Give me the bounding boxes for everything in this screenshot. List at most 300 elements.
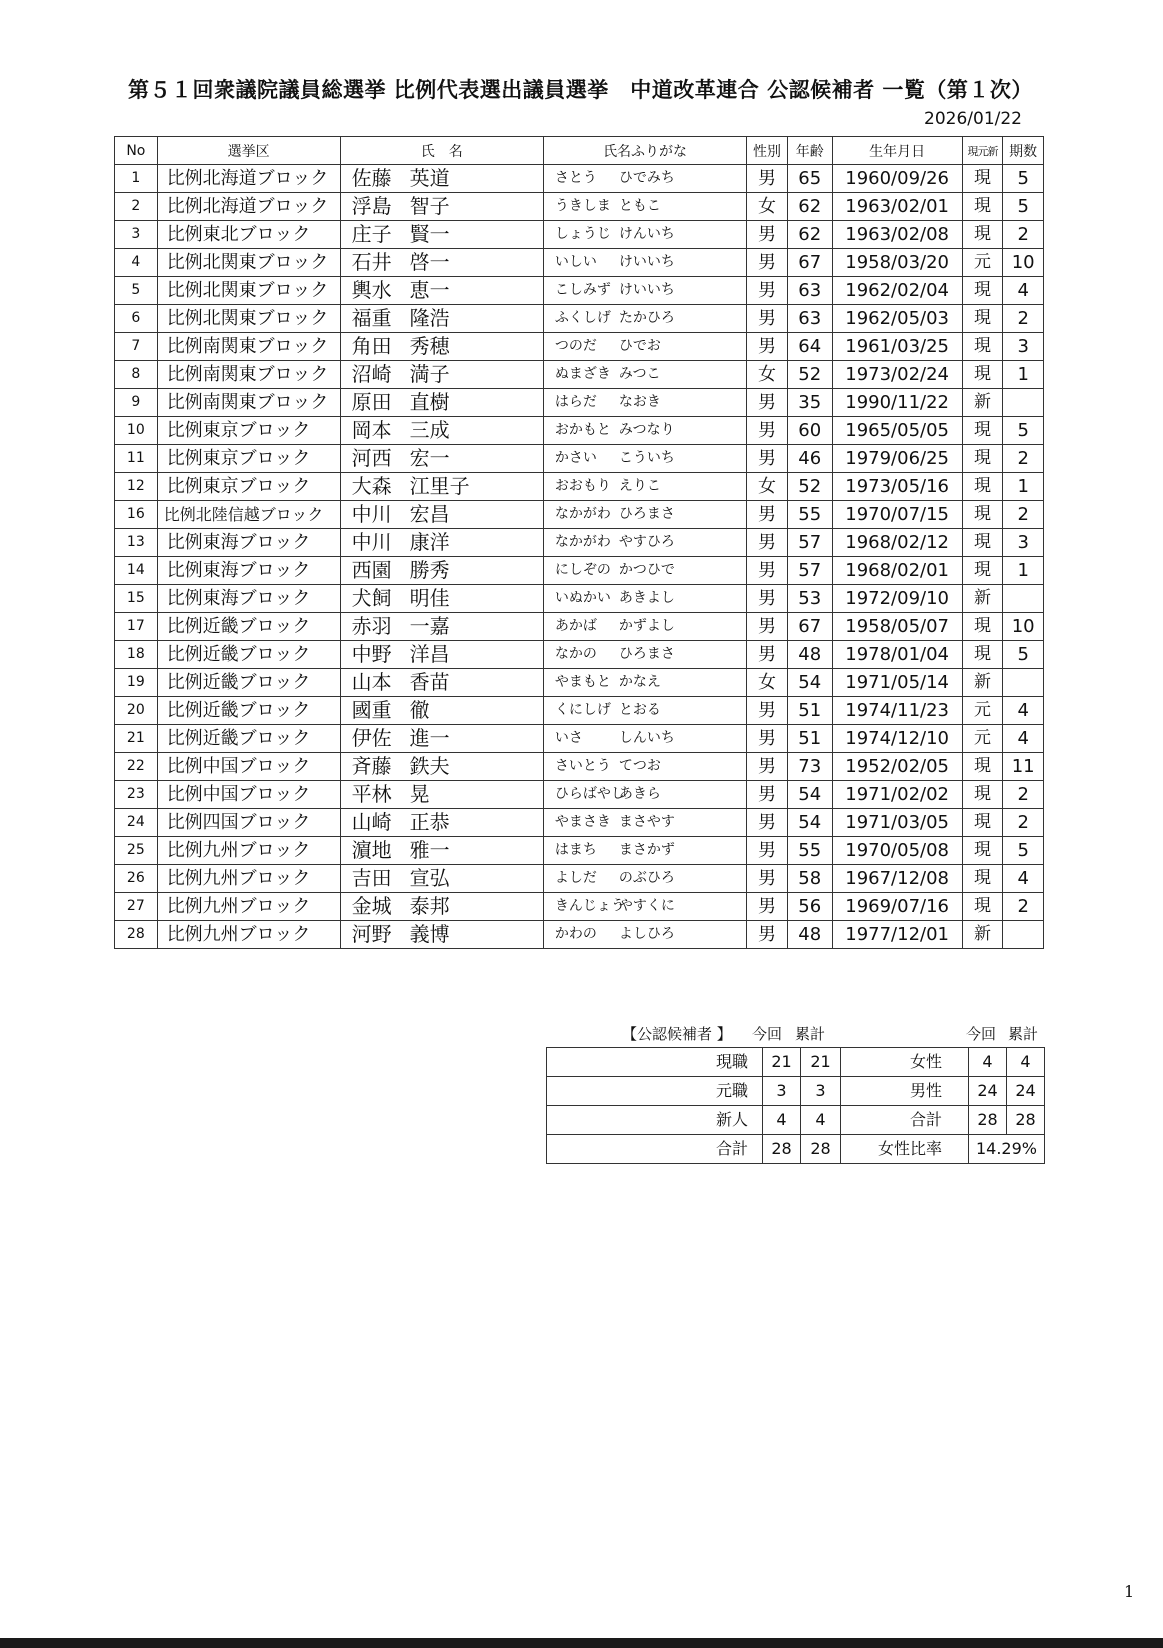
cell-sex: 男: [747, 165, 788, 193]
cell-terms: 2: [1003, 893, 1044, 921]
cell-terms: 2: [1003, 445, 1044, 473]
cell-given-name: 鉄夫: [409, 754, 450, 778]
cell-no: 17: [115, 613, 158, 641]
cell-kana: [543, 753, 746, 781]
cell-name: [340, 389, 543, 417]
summary-this-2: 24: [969, 1077, 1007, 1106]
cell-no: 7: [115, 333, 158, 361]
cell-kana-surname: ひらばやし: [554, 786, 625, 802]
cell-name: [340, 669, 543, 697]
cell-given-name: 三成: [409, 418, 450, 442]
cell-kana-given: けいいち: [618, 254, 675, 270]
cell-kana-surname: やまさき: [554, 814, 611, 830]
cell-kana-given: あきよし: [618, 590, 675, 606]
cell-birthdate: 1978/01/04: [832, 641, 962, 669]
table-row: [115, 193, 1044, 221]
cell-name: [340, 893, 543, 921]
table-row: [115, 221, 1044, 249]
cell-given-name: 正恭: [409, 810, 450, 834]
cell-name: [340, 305, 543, 333]
summary-this: 3: [763, 1077, 801, 1106]
cell-birthdate: 1958/03/20: [832, 249, 962, 277]
summary-label-2: 女性比率: [841, 1135, 969, 1164]
cell-kana-given: ひろまさ: [618, 646, 675, 662]
cell-birthdate: 1962/05/03: [832, 305, 962, 333]
cell-age: 48: [787, 921, 832, 949]
cell-given-name: 泰邦: [409, 894, 450, 918]
cell-status: 現: [962, 781, 1003, 809]
summary-table: [546, 1047, 1045, 1164]
cell-kana-given: かつひで: [618, 562, 675, 578]
cell-birthdate: 1961/03/25: [832, 333, 962, 361]
cell-kana: [543, 361, 746, 389]
cell-age: 51: [787, 697, 832, 725]
table-row: [115, 361, 1044, 389]
cell-surname: 輿水: [351, 278, 392, 302]
summary-row: [547, 1135, 1045, 1164]
cell-kana-surname: いしい: [554, 254, 597, 270]
cell-terms: 4: [1003, 865, 1044, 893]
summary-row: [547, 1106, 1045, 1135]
cell-no: 28: [115, 921, 158, 949]
cell-no: 25: [115, 837, 158, 865]
cell-surname: 西園: [351, 558, 392, 582]
cell-age: 56: [787, 893, 832, 921]
cell-district: 比例近畿ブロック: [157, 725, 340, 753]
cell-kana-surname: おかもと: [554, 422, 611, 438]
cell-status: 現: [962, 221, 1003, 249]
summary-total: 4: [801, 1106, 841, 1135]
cell-kana-given: やすひろ: [618, 534, 675, 550]
cell-surname: 伊佐: [351, 726, 392, 750]
cell-surname: 浮島: [351, 194, 392, 218]
cell-kana-given: まさやす: [618, 814, 675, 830]
cell-kana-surname: はらだ: [554, 394, 597, 410]
cell-surname: 赤羽: [351, 614, 392, 638]
cell-kana: [543, 697, 746, 725]
cell-kana: [543, 165, 746, 193]
page-number: 1: [1124, 1582, 1135, 1601]
cell-terms: 1: [1003, 361, 1044, 389]
cell-sex: 男: [747, 333, 788, 361]
cell-district: 比例東京ブロック: [157, 445, 340, 473]
cell-kana-surname: やまもと: [554, 674, 611, 690]
cell-district: 比例北関東ブロック: [157, 277, 340, 305]
summary-total: 21: [801, 1048, 841, 1077]
cell-no: 11: [115, 445, 158, 473]
cell-sex: 男: [747, 389, 788, 417]
cell-birthdate: 1972/09/10: [832, 585, 962, 613]
cell-sex: 男: [747, 417, 788, 445]
cell-sex: 男: [747, 781, 788, 809]
summary-header-this: 今回: [752, 1025, 783, 1043]
cell-age: 62: [787, 221, 832, 249]
cell-kana-surname: いさ: [554, 730, 583, 746]
cell-given-name: 江里子: [409, 474, 470, 498]
cell-sex: 男: [747, 445, 788, 473]
cell-sex: 男: [747, 921, 788, 949]
cell-birthdate: 1973/02/24: [832, 361, 962, 389]
cell-sex: 男: [747, 501, 788, 529]
cell-no: 15: [115, 585, 158, 613]
table-row: [115, 697, 1044, 725]
cell-surname: 石井: [351, 250, 392, 274]
cell-kana-surname: つのだ: [554, 338, 597, 354]
cell-given-name: 啓一: [409, 250, 450, 274]
cell-status: 現: [962, 837, 1003, 865]
cell-no: 9: [115, 389, 158, 417]
cell-name: [340, 753, 543, 781]
cell-district: 比例東海ブロック: [157, 529, 340, 557]
cell-terms: 2: [1003, 501, 1044, 529]
document-title: 第５１回衆議院議員総選挙 比例代表選出議員選挙 中道改革連合 公認候補者 一覧（第１次）: [128, 78, 1033, 102]
cell-terms: 5: [1003, 417, 1044, 445]
cell-age: 60: [787, 417, 832, 445]
cell-terms: [1003, 921, 1044, 949]
cell-kana: [543, 725, 746, 753]
cell-district: 比例四国ブロック: [157, 809, 340, 837]
cell-given-name: 恵一: [409, 278, 450, 302]
cell-age: 51: [787, 725, 832, 753]
cell-kana-given: ひでお: [618, 338, 661, 354]
cell-name: [340, 529, 543, 557]
cell-kana-given: みつなり: [618, 422, 675, 438]
table-row: [115, 641, 1044, 669]
summary-label-2: 女性: [841, 1048, 969, 1077]
summary-total-2: 28: [1007, 1106, 1045, 1135]
cell-birthdate: 1973/05/16: [832, 473, 962, 501]
scan-edge: [0, 1638, 1163, 1648]
cell-given-name: 賢一: [409, 222, 450, 246]
header-sex: 性別: [747, 137, 788, 165]
cell-kana: [543, 641, 746, 669]
cell-birthdate: 1963/02/08: [832, 221, 962, 249]
cell-kana: [543, 221, 746, 249]
cell-status: 現: [962, 753, 1003, 781]
cell-district: 比例近畿ブロック: [157, 669, 340, 697]
cell-name: [340, 165, 543, 193]
cell-age: 67: [787, 249, 832, 277]
cell-no: 14: [115, 557, 158, 585]
cell-status: 現: [962, 865, 1003, 893]
table-row: [115, 389, 1044, 417]
cell-status: 現: [962, 613, 1003, 641]
cell-kana-given: かなえ: [618, 674, 661, 690]
cell-district: 比例九州ブロック: [157, 865, 340, 893]
cell-status: 現: [962, 333, 1003, 361]
cell-no: 21: [115, 725, 158, 753]
cell-age: 64: [787, 333, 832, 361]
header-district: 選挙区: [157, 137, 340, 165]
cell-kana: [543, 473, 746, 501]
cell-name: [340, 249, 543, 277]
cell-district: 比例北海道ブロック: [157, 193, 340, 221]
cell-district: 比例南関東ブロック: [157, 333, 340, 361]
cell-terms: 11: [1003, 753, 1044, 781]
summary-header-total-2: 累計: [1008, 1025, 1039, 1043]
cell-district: 比例近畿ブロック: [157, 613, 340, 641]
cell-surname: 中川: [351, 502, 392, 526]
cell-district: 比例東北ブロック: [157, 221, 340, 249]
cell-kana: [543, 417, 746, 445]
cell-kana-given: かずよし: [618, 618, 675, 634]
cell-no: 24: [115, 809, 158, 837]
cell-terms: 2: [1003, 221, 1044, 249]
table-row: [115, 165, 1044, 193]
cell-given-name: 英道: [409, 166, 450, 190]
cell-status: 新: [962, 389, 1003, 417]
cell-name: [340, 333, 543, 361]
cell-surname: 河西: [351, 446, 392, 470]
cell-birthdate: 1952/02/05: [832, 753, 962, 781]
table-row: [115, 417, 1044, 445]
cell-kana-given: まさかず: [618, 842, 675, 858]
cell-sex: 男: [747, 277, 788, 305]
cell-kana: [543, 781, 746, 809]
cell-name: [340, 277, 543, 305]
cell-given-name: 洋昌: [409, 642, 450, 666]
cell-name: [340, 781, 543, 809]
cell-name: [340, 361, 543, 389]
header-no: No: [115, 137, 158, 165]
cell-no: 8: [115, 361, 158, 389]
cell-kana: [543, 445, 746, 473]
cell-no: 3: [115, 221, 158, 249]
cell-birthdate: 1971/02/02: [832, 781, 962, 809]
cell-no: 1: [115, 165, 158, 193]
cell-sex: 男: [747, 837, 788, 865]
cell-name: [340, 501, 543, 529]
cell-district: 比例九州ブロック: [157, 893, 340, 921]
cell-birthdate: 1969/07/16: [832, 893, 962, 921]
cell-surname: 佐藤: [351, 166, 392, 190]
cell-sex: 男: [747, 613, 788, 641]
cell-kana: [543, 837, 746, 865]
cell-status: 元: [962, 249, 1003, 277]
cell-no: 18: [115, 641, 158, 669]
cell-sex: 女: [747, 473, 788, 501]
cell-given-name: 宣弘: [409, 866, 450, 890]
cell-age: 57: [787, 529, 832, 557]
cell-kana-surname: かわの: [554, 926, 597, 942]
cell-name: [340, 641, 543, 669]
cell-age: 55: [787, 837, 832, 865]
table-row: [115, 809, 1044, 837]
cell-surname: 沼崎: [351, 362, 392, 386]
cell-given-name: 一嘉: [409, 614, 450, 638]
summary-row: [547, 1077, 1045, 1106]
cell-terms: 5: [1003, 641, 1044, 669]
cell-status: 新: [962, 669, 1003, 697]
cell-given-name: 明佳: [409, 586, 450, 610]
cell-given-name: 康洋: [409, 530, 450, 554]
cell-terms: 4: [1003, 725, 1044, 753]
cell-kana-given: とおる: [618, 702, 661, 718]
cell-kana: [543, 333, 746, 361]
cell-status: 現: [962, 361, 1003, 389]
summary-label: 新人: [547, 1106, 763, 1135]
cell-kana-given: けいいち: [618, 282, 675, 298]
cell-kana-given: てつお: [618, 758, 661, 774]
cell-district: 比例九州ブロック: [157, 921, 340, 949]
cell-kana-surname: ふくしげ: [554, 310, 611, 326]
header-status: 現元新: [962, 137, 1003, 165]
cell-terms: [1003, 669, 1044, 697]
cell-kana-surname: いぬかい: [554, 590, 611, 606]
cell-status: 現: [962, 193, 1003, 221]
cell-sex: 男: [747, 753, 788, 781]
cell-kana: [543, 557, 746, 585]
cell-surname: 犬飼: [351, 586, 392, 610]
cell-birthdate: 1971/03/05: [832, 809, 962, 837]
header-age: 年齢: [787, 137, 832, 165]
table-row: [115, 725, 1044, 753]
cell-terms: 10: [1003, 613, 1044, 641]
summary-total-2: 24: [1007, 1077, 1045, 1106]
cell-no: 13: [115, 529, 158, 557]
cell-given-name: 智子: [409, 194, 450, 218]
cell-age: 55: [787, 501, 832, 529]
cell-status: 現: [962, 501, 1003, 529]
cell-name: [340, 921, 543, 949]
cell-district: 比例東海ブロック: [157, 557, 340, 585]
cell-surname: 福重: [351, 306, 392, 330]
cell-given-name: 義博: [409, 922, 450, 946]
cell-kana-given: たかひろ: [618, 310, 675, 326]
cell-age: 52: [787, 473, 832, 501]
cell-no: 10: [115, 417, 158, 445]
cell-sex: 男: [747, 697, 788, 725]
cell-status: 元: [962, 697, 1003, 725]
cell-no: 20: [115, 697, 158, 725]
cell-kana-surname: あかば: [554, 618, 597, 634]
cell-district: 比例南関東ブロック: [157, 361, 340, 389]
cell-status: 元: [962, 725, 1003, 753]
cell-surname: 國重: [351, 698, 392, 722]
cell-kana: [543, 865, 746, 893]
cell-sex: 女: [747, 193, 788, 221]
cell-terms: 10: [1003, 249, 1044, 277]
cell-district: 比例中国ブロック: [157, 753, 340, 781]
cell-kana-surname: しょうじ: [554, 226, 611, 242]
cell-no: 26: [115, 865, 158, 893]
cell-name: [340, 809, 543, 837]
cell-kana-given: なおき: [618, 394, 661, 410]
cell-birthdate: 1968/02/12: [832, 529, 962, 557]
header-birthdate: 生年月日: [832, 137, 962, 165]
cell-name: [340, 417, 543, 445]
cell-surname: 斉藤: [351, 754, 392, 778]
cell-name: [340, 473, 543, 501]
cell-status: 現: [962, 473, 1003, 501]
cell-terms: 2: [1003, 809, 1044, 837]
cell-age: 53: [787, 585, 832, 613]
cell-kana-surname: うきしま: [554, 198, 611, 214]
cell-district: 比例近畿ブロック: [157, 641, 340, 669]
summary-header-total: 累計: [795, 1025, 826, 1043]
cell-surname: 岡本: [351, 418, 392, 442]
cell-age: 52: [787, 361, 832, 389]
cell-birthdate: 1974/11/23: [832, 697, 962, 725]
cell-surname: 中川: [351, 530, 392, 554]
table-row: [115, 669, 1044, 697]
cell-district: 比例中国ブロック: [157, 781, 340, 809]
cell-kana-given: みつこ: [618, 366, 661, 382]
cell-no: 6: [115, 305, 158, 333]
cell-district: 比例北関東ブロック: [157, 305, 340, 333]
cell-sex: 男: [747, 557, 788, 585]
summary-this: 28: [763, 1135, 801, 1164]
cell-birthdate: 1967/12/08: [832, 865, 962, 893]
cell-surname: 濵地: [351, 838, 392, 862]
cell-no: 19: [115, 669, 158, 697]
cell-given-name: 晃: [409, 782, 430, 806]
cell-surname: 山崎: [351, 810, 392, 834]
cell-sex: 男: [747, 865, 788, 893]
cell-surname: 庄子: [351, 222, 392, 246]
cell-kana-surname: にしぞの: [554, 562, 611, 578]
cell-no: 12: [115, 473, 158, 501]
cell-surname: 角田: [351, 334, 392, 358]
cell-kana: [543, 893, 746, 921]
cell-status: 現: [962, 809, 1003, 837]
cell-kana-surname: くにしげ: [554, 702, 611, 718]
table-row: [115, 893, 1044, 921]
cell-status: 新: [962, 921, 1003, 949]
cell-status: 現: [962, 165, 1003, 193]
cell-age: 73: [787, 753, 832, 781]
cell-name: [340, 837, 543, 865]
cell-given-name: 宏昌: [409, 502, 450, 526]
table-row: [115, 529, 1044, 557]
cell-no: 27: [115, 893, 158, 921]
cell-surname: 大森: [351, 474, 392, 498]
cell-age: 46: [787, 445, 832, 473]
cell-kana-surname: なかがわ: [554, 506, 611, 522]
cell-terms: 2: [1003, 305, 1044, 333]
summary-this-2: 4: [969, 1048, 1007, 1077]
cell-surname: 河野: [351, 922, 392, 946]
cell-age: 62: [787, 193, 832, 221]
cell-kana-surname: こしみず: [554, 282, 611, 298]
cell-kana-surname: きんじょう: [554, 898, 625, 914]
cell-terms: 4: [1003, 277, 1044, 305]
table-row: [115, 277, 1044, 305]
summary-label-2: 男性: [841, 1077, 969, 1106]
table-row: [115, 837, 1044, 865]
cell-given-name: 勝秀: [409, 558, 450, 582]
table-row: [115, 921, 1044, 949]
table-header-row: [115, 137, 1044, 165]
cell-birthdate: 1968/02/01: [832, 557, 962, 585]
cell-terms: 5: [1003, 193, 1044, 221]
cell-kana: [543, 277, 746, 305]
cell-kana: [543, 669, 746, 697]
cell-given-name: 宏一: [409, 446, 450, 470]
cell-terms: 2: [1003, 781, 1044, 809]
cell-terms: 5: [1003, 165, 1044, 193]
cell-birthdate: 1971/05/14: [832, 669, 962, 697]
cell-given-name: 進一: [409, 726, 450, 750]
summary-this: 21: [763, 1048, 801, 1077]
cell-name: [340, 445, 543, 473]
cell-kana-given: のぶひろ: [618, 870, 675, 886]
cell-kana-given: ひでみち: [618, 170, 675, 186]
summary-table-body: [547, 1048, 1045, 1164]
cell-name: [340, 585, 543, 613]
table-row: [115, 445, 1044, 473]
cell-birthdate: 1979/06/25: [832, 445, 962, 473]
